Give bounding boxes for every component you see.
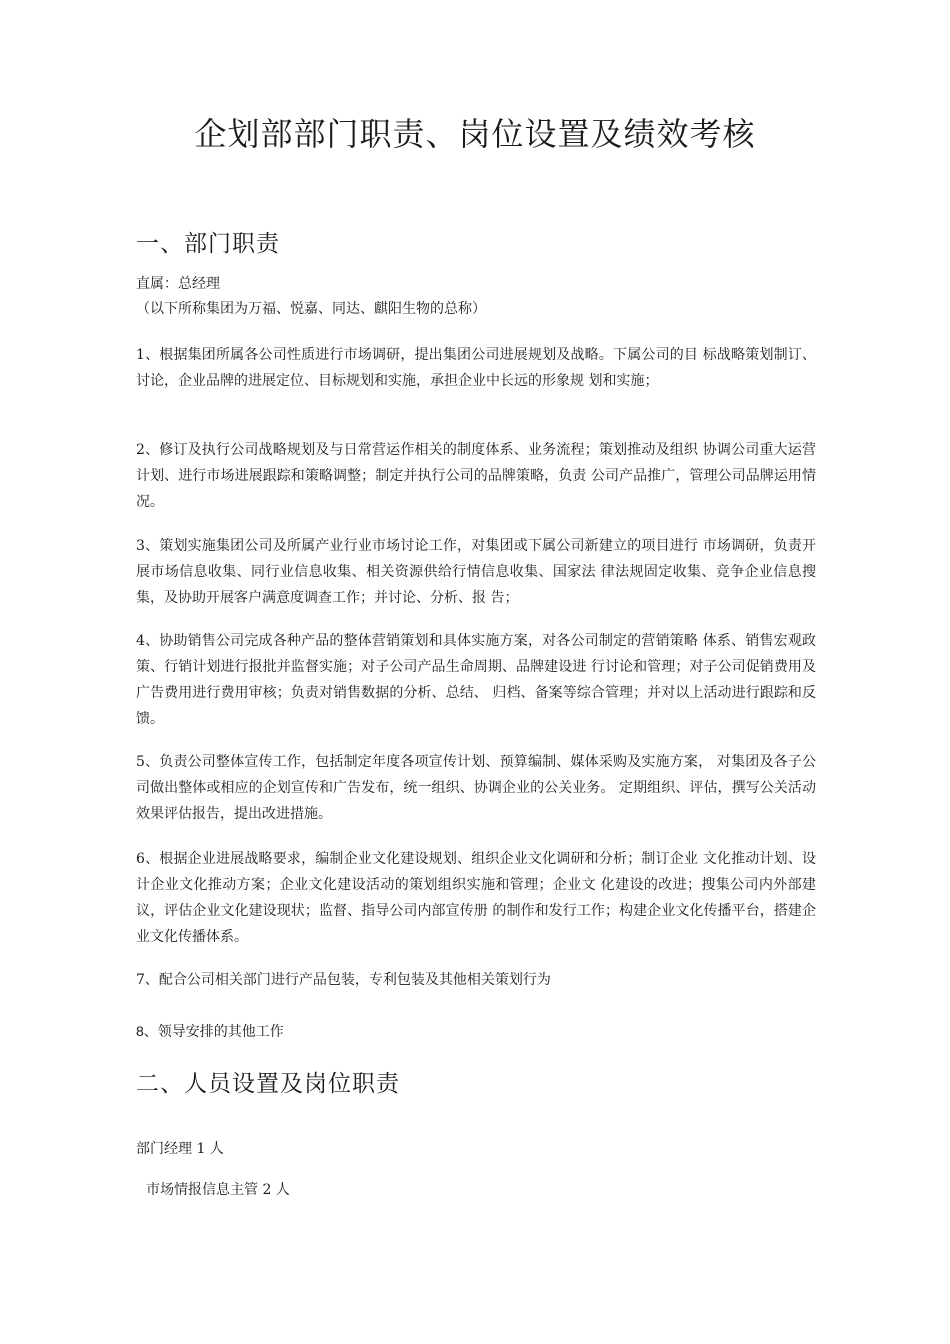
duty-item-4: 4、协助销售公司完成各种产品的整体营销策划和具体实施方案，对各公司制定的营销策略 体系、销售宏观政策、行销计划进行报批并监督实施；对子公司产品生命周期、品牌建设进 行讨论和管理；对子公司促销费用及广告费用进行费用审核；负责对销售数据的分析、总结、 归档、备案等综合管理；并对以上活动进行跟踪和反馈。 <box>136 633 816 727</box>
duty-item-5: 5、负责公司整体宣传工作，包括制定年度各项宣传计划、预算编制、媒体采购及实施方案， 对集团及各子公司做出整体或相应的企划宣传和广告发布，统一组织、协调企业的公关业务。 定期组织、评估，撰写公关活动效果评估报告，提出改进措施。 <box>136 754 816 822</box>
section1-heading: 一、部门职责 <box>136 231 280 257</box>
section2-heading: 二、人员设置及岗位职责 <box>136 1071 400 1097</box>
duty-item-1: 1、根据集团所属各公司性质进行市场调研，提出集团公司进展规划及战略。下属公司的目 标战略策划制订、讨论，企业品牌的进展定位、目标规划和实施，承担企业中长远的形象规 划和实施； <box>136 347 816 389</box>
duty-item-3: 3、策划实施集团公司及所属产业行业市场讨论工作，对集团或下属公司新建立的项目进行 市场调研，负责开展市场信息收集、同行业信息收集、相关资源供给行情信息收集、国家法 律法规固定收集、竞争企业信息搜集，及协助开展客户满意度调查工作；并讨论、分析、报 告； <box>136 538 816 606</box>
duty-item-8-number: 8 <box>136 1023 144 1039</box>
duty-item-6: 6、根据企业进展战略要求，编制企业文化建设规划、组织企业文化调研和分析；制订企业 文化推动计划、设计企业文化推动方案；企业文化建设活动的策划组织实施和管理；企业文 化建设的改进；搜集公司内外部建议，评估企业文化建设现状；监督、指导公司内部宣传册 的制作和发行工作；构建企业文化传播平台，搭建企业文化传播体系。 <box>136 851 816 945</box>
duty-item-7: 7、配合公司相关部门进行产品包装，专利包装及其他相关策划行为 <box>136 972 551 988</box>
staff-line-manager: 部门经理 1 人 <box>136 1141 224 1157</box>
duty-item-2: 2、修订及执行公司战略规划及与日常营运作相关的制度体系、业务流程；策划推动及组织 协调公司重大运营计划、进行市场进展跟踪和策略调整；制定并执行公司的品牌策略，负责 公司产品推广，管理公司品牌运用情况。 <box>136 442 816 510</box>
document-title: 企划部部门职责、岗位设置及绩效考核 <box>194 115 756 153</box>
reports-to-line: 直属：总经理 <box>136 276 220 292</box>
group-definition-note: （以下所称集团为万福、悦嘉、同达、麒阳生物的总称） <box>136 301 486 317</box>
staff-line-market-intel: 市场情报信息主管 2 人 <box>146 1182 290 1198</box>
duty-item-8-text: 、领导安排的其他工作 <box>143 1024 284 1040</box>
duty-item-8 <box>136 1018 816 1045</box>
